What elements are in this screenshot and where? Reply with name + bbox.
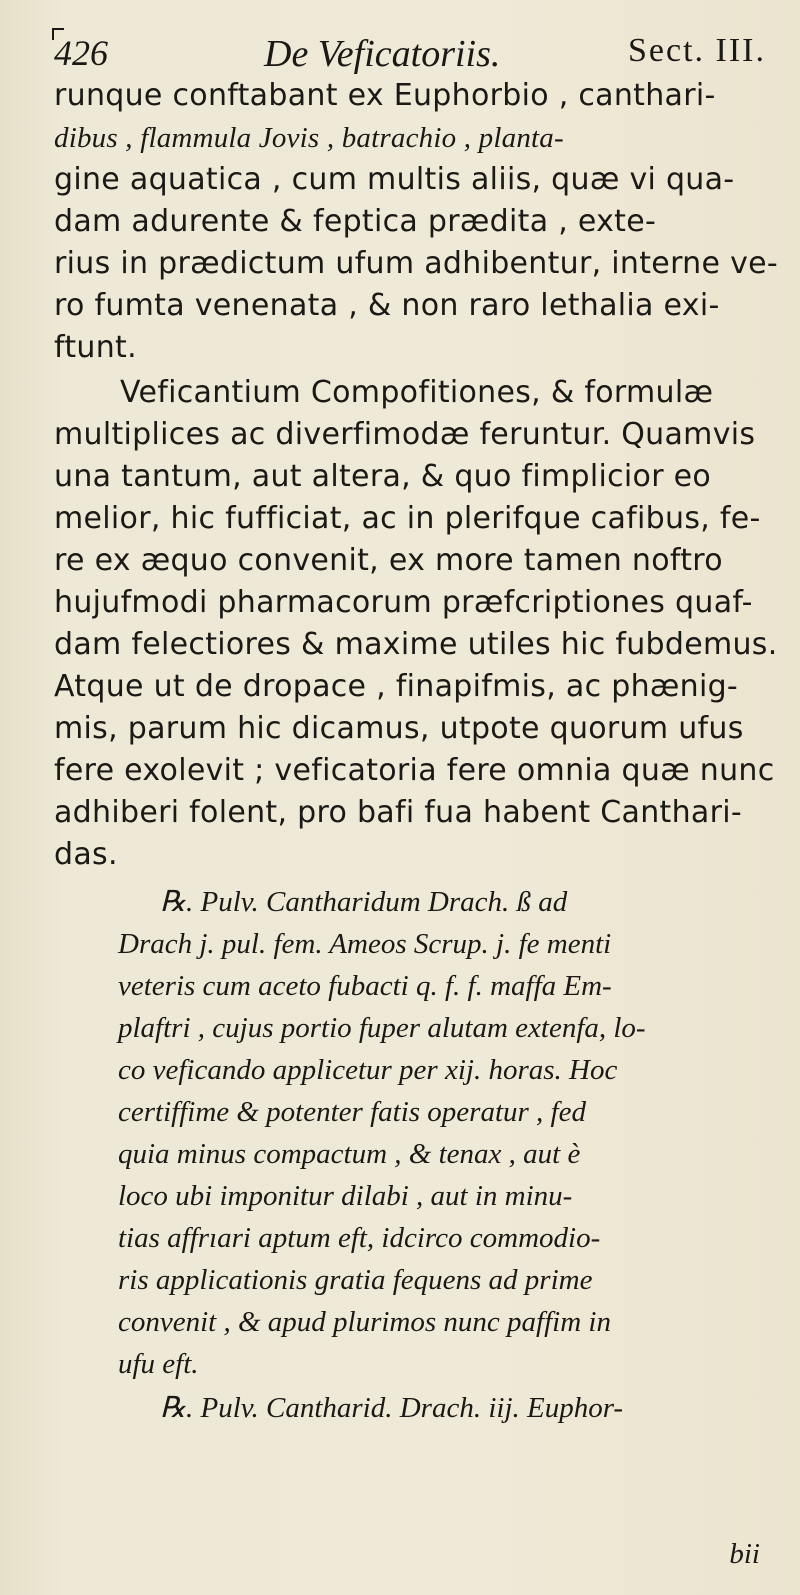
- section-label: Sect. III.: [627, 32, 766, 69]
- catchword: bii: [729, 1538, 760, 1570]
- text-line: Atque ut de dropace , finapifmis, ac phænig-: [54, 669, 739, 704]
- text-line: mis, parum hic dicamus, utpote quorum ufus: [54, 711, 744, 746]
- recipe-line: Drach j. pul. fem. Ameos Scrup. j. fe menti: [118, 928, 612, 960]
- recipe-line: ℞. Pulv. Cantharid. Drach. iij. Euphor-: [160, 1392, 624, 1424]
- recipe-line: co veficando applicetur per xij. horas. Hoc: [118, 1054, 618, 1086]
- text-line: ro fumta venenata , & non raro lethalia exi-: [54, 288, 720, 323]
- text-line: melior, hic fufficiat, ac in plerifque cafibus, fe-: [54, 501, 761, 536]
- page-number: 426: [54, 33, 108, 73]
- text-line: dam adurente & feptica prædita , exte-: [54, 204, 657, 239]
- recipe-line: certiffime & potenter fatis operatur , fed: [118, 1096, 586, 1128]
- running-title: De Veficatoriis.: [264, 33, 501, 75]
- recipe-line: ℞. Pulv. Cantharidum Drach. ß ad: [160, 886, 568, 918]
- text-line: fere exolevit ; veficatoria fere omnia quæ nunc: [54, 753, 775, 788]
- recipe-line: plaftri , cujus portio fuper alutam extenfa, lo-: [118, 1012, 646, 1044]
- text-line: gine aquatica , cum multis aliis, quæ vi qua-: [54, 162, 735, 197]
- recipe-line: ris applicationis gratia fequens ad prime: [118, 1264, 593, 1296]
- recipe-line: quia minus compactum , & tenax , aut è: [118, 1138, 581, 1170]
- recipe-line: loco ubi imponitur dilabi , aut in minu-: [118, 1180, 573, 1212]
- running-head: [54, 28, 766, 76]
- text-line: dibus , flammula Jovis , batrachio , planta-: [54, 122, 564, 154]
- recipe-line: veteris cum aceto fubacti q. f. f. maffa Em-: [118, 970, 612, 1002]
- text-line: Veficantium Compofitiones, & formulæ: [120, 375, 714, 410]
- text-line: re ex æquo convenit, ex more tamen noftro: [54, 543, 723, 578]
- text-line: rius in prædictum ufum adhibentur, interne ve-: [54, 246, 779, 281]
- recipe-line: tias affrıari aptum eft, idcirco commodio-: [118, 1222, 601, 1254]
- text-line: hujufmodi pharmacorum præfcriptiones quaf-: [54, 585, 753, 620]
- recipe-line: ufu eft.: [118, 1348, 199, 1380]
- text-line: dam felectiores & maxime utiles hic fubdemus.: [54, 627, 778, 662]
- text-line: adhiberi folent, pro bafi fua habent Canthari-: [54, 795, 743, 830]
- recipe-line: convenit , & apud plurimos nunc paffim in: [118, 1306, 611, 1338]
- text-line: una tantum, aut altera, & quo fimplicior eo: [54, 459, 712, 494]
- text-line: das.: [54, 837, 118, 872]
- text-line: runque conftabant ex Euphorbio , canthari-: [54, 78, 716, 113]
- text-line: multiplices ac diverfimodæ feruntur. Quamvis: [54, 417, 756, 452]
- text-line: ftunt.: [54, 330, 137, 365]
